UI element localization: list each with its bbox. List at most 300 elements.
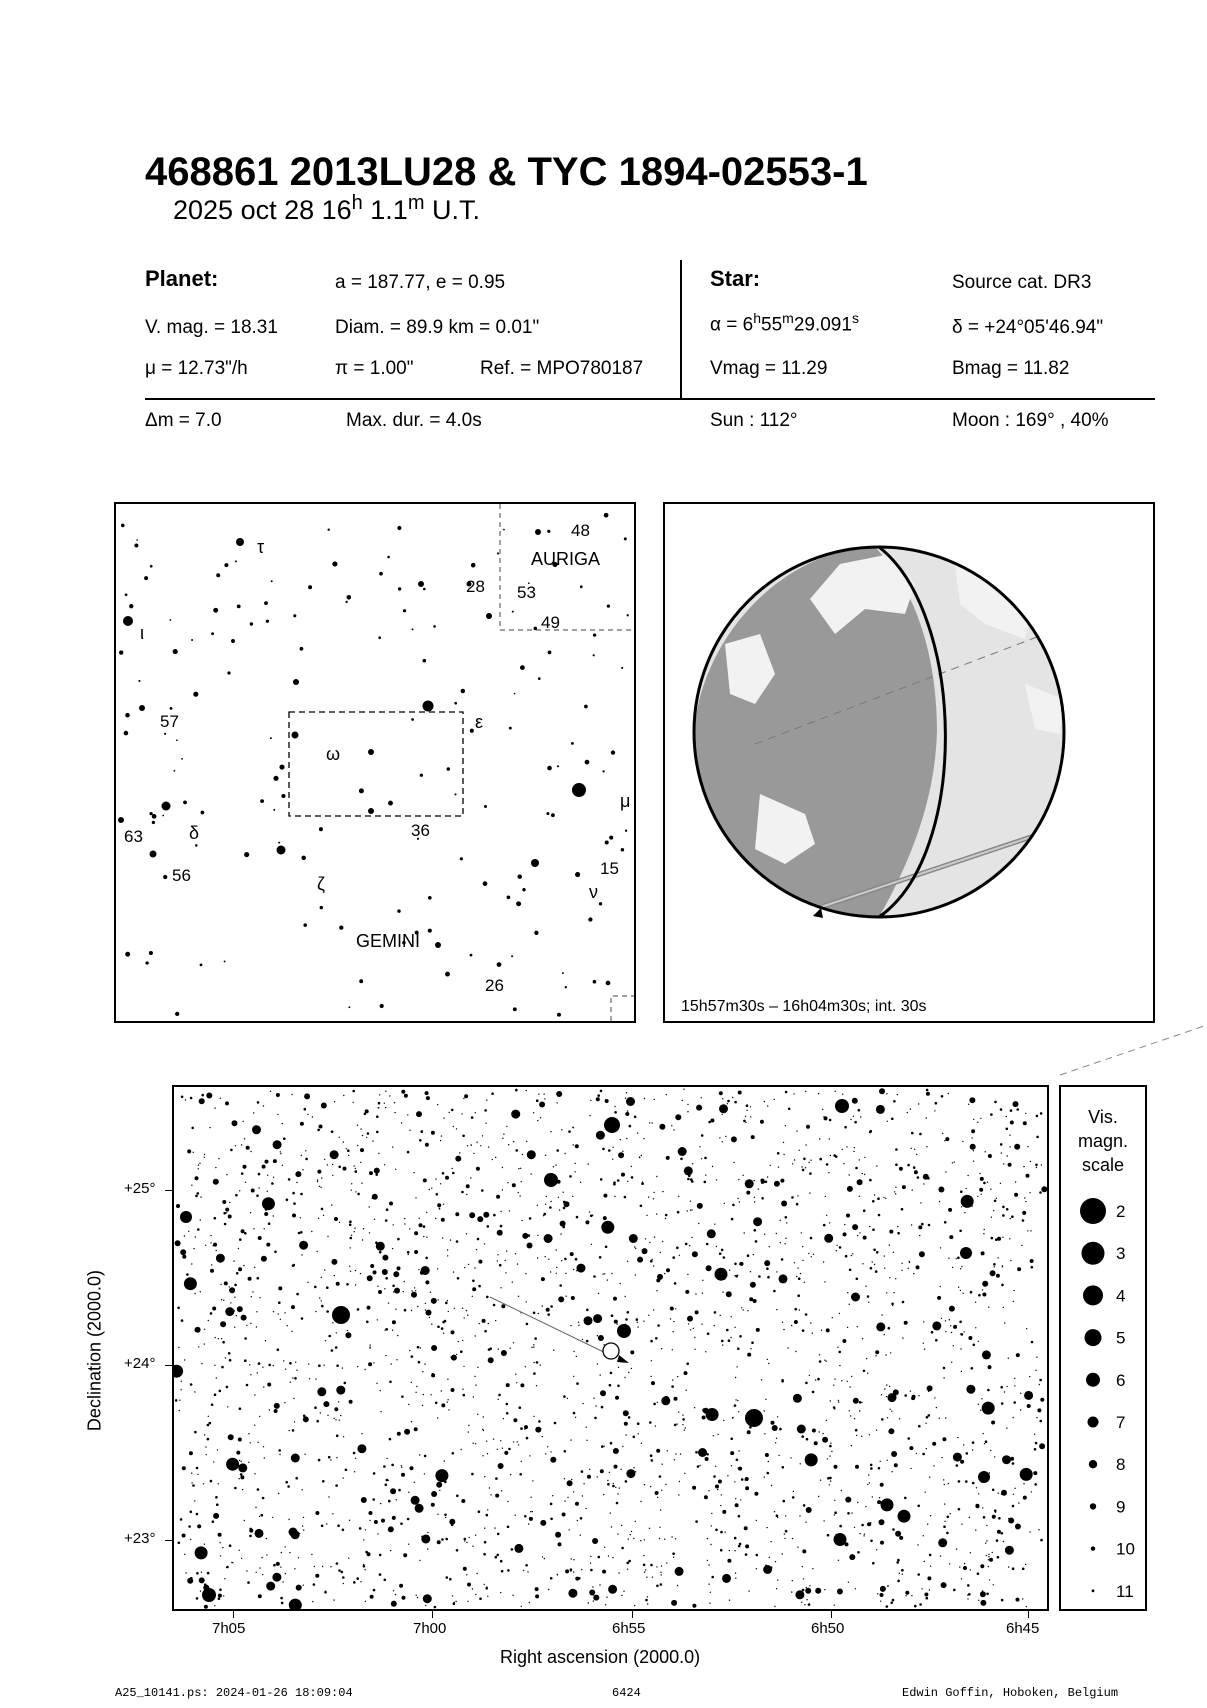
field-star: [1034, 1434, 1035, 1435]
field-star: [441, 1390, 442, 1391]
field-star: [810, 1160, 811, 1161]
field-star: [556, 1267, 557, 1268]
field-star: [910, 1108, 911, 1109]
field-star: [321, 1305, 324, 1308]
field-star: [863, 1209, 866, 1212]
field-star: [1006, 1386, 1007, 1387]
field-star: [637, 1257, 643, 1263]
shadow-direction-arrow: [813, 908, 823, 918]
constellation-star: [118, 817, 124, 823]
field-star: [194, 1431, 197, 1434]
field-star: [394, 1112, 395, 1113]
field-star: [195, 1195, 198, 1198]
field-star: [967, 1175, 968, 1176]
field-star: [672, 1349, 673, 1350]
field-star: [547, 1313, 550, 1316]
field-star: [385, 1483, 388, 1486]
field-star: [1036, 1417, 1037, 1418]
field-star: [947, 1516, 950, 1519]
field-star: [735, 1399, 736, 1400]
field-star: [605, 1099, 609, 1103]
field-star: [738, 1515, 741, 1518]
field-star: [208, 1416, 209, 1417]
field-star: [670, 1318, 671, 1319]
field-star: [496, 1554, 499, 1557]
field-star: [593, 1275, 596, 1278]
field-star: [692, 1163, 693, 1164]
field-star: [634, 1246, 635, 1247]
field-star: [514, 1544, 523, 1553]
field-star: [416, 1111, 422, 1117]
field-star: [550, 1131, 551, 1132]
field-star: [376, 1242, 385, 1251]
field-star: [736, 1366, 737, 1367]
field-star: [746, 1110, 747, 1111]
field-star: [886, 1396, 887, 1397]
field-star: [621, 1595, 622, 1596]
field-star: [676, 1423, 677, 1424]
field-star: [633, 1467, 634, 1468]
field-star: [943, 1367, 946, 1370]
field-star: [716, 1246, 717, 1247]
field-star: [655, 1491, 659, 1495]
field-star: [349, 1223, 352, 1226]
constellation-star: [387, 556, 390, 559]
field-star: [732, 1417, 733, 1418]
field-star: [687, 1274, 688, 1275]
field-star: [628, 1560, 631, 1563]
field-star: [536, 1099, 539, 1102]
field-star: [214, 1365, 215, 1366]
field-star: [435, 1218, 436, 1219]
field-star: [680, 1453, 681, 1454]
field-star: [181, 1319, 184, 1322]
field-star: [426, 1310, 432, 1316]
field-star: [550, 1518, 553, 1521]
field-star: [887, 1121, 888, 1122]
field-star: [411, 1290, 412, 1291]
star-bmag: Bmag = 11.82: [952, 358, 1070, 379]
field-star: [834, 1500, 835, 1501]
field-star: [896, 1561, 899, 1564]
field-star: [354, 1228, 355, 1229]
field-star: [484, 1330, 487, 1333]
field-star: [891, 1471, 892, 1472]
field-star: [949, 1563, 950, 1564]
field-star: [540, 1520, 546, 1526]
field-star: [335, 1419, 336, 1420]
field-star: [525, 1273, 526, 1274]
field-star: [263, 1386, 264, 1387]
field-star: [484, 1476, 485, 1477]
field-star: [707, 1560, 708, 1561]
field-star: [806, 1587, 807, 1588]
constellation-star: [547, 766, 552, 771]
field-star: [995, 1238, 998, 1241]
field-star: [993, 1263, 996, 1266]
field-star: [1029, 1376, 1030, 1377]
field-star: [430, 1292, 431, 1293]
field-star: [812, 1391, 815, 1394]
field-star: [887, 1460, 888, 1461]
field-star: [530, 1173, 531, 1174]
field-star: [685, 1243, 688, 1246]
field-star: [218, 1338, 219, 1339]
field-star: [984, 1229, 985, 1230]
field-star: [455, 1156, 461, 1162]
field-star: [653, 1198, 654, 1199]
field-star: [487, 1225, 490, 1228]
field-star: [874, 1264, 875, 1265]
field-star: [256, 1194, 259, 1197]
field-star: [764, 1476, 765, 1477]
field-star: [510, 1474, 511, 1475]
field-star: [388, 1302, 389, 1303]
magnitude-scale-dot: [1089, 1460, 1097, 1468]
field-star: [190, 1383, 193, 1386]
field-star: [787, 1347, 788, 1348]
field-star: [404, 1281, 405, 1282]
field-star: [1015, 1524, 1021, 1530]
field-star: [916, 1453, 917, 1454]
field-star: [707, 1229, 716, 1238]
field-star: [1002, 1455, 1011, 1464]
field-star: [544, 1098, 545, 1099]
field-star: [393, 1291, 394, 1292]
field-star: [392, 1285, 395, 1288]
constellation-star: [164, 733, 166, 735]
field-star: [847, 1292, 848, 1293]
field-star: [226, 1212, 227, 1213]
field-star: [437, 1540, 441, 1544]
field-star: [880, 1586, 886, 1592]
field-star: [264, 1212, 268, 1216]
field-star: [556, 1149, 559, 1152]
field-star: [557, 1574, 558, 1575]
field-star: [605, 1604, 606, 1605]
field-star: [423, 1178, 427, 1182]
field-star: [659, 1538, 660, 1539]
field-star: [585, 1220, 589, 1224]
field-star: [776, 1514, 779, 1517]
field-star: [991, 1217, 992, 1218]
constellation-star: [471, 563, 476, 568]
field-star: [824, 1360, 825, 1361]
field-star: [345, 1469, 348, 1472]
field-star: [414, 1287, 415, 1288]
field-star: [763, 1565, 772, 1574]
field-star: [493, 1438, 494, 1439]
field-star: [625, 1112, 629, 1116]
field-star: [417, 1306, 418, 1307]
field-star: [518, 1296, 519, 1297]
field-star: [880, 1461, 881, 1462]
field-star: [274, 1409, 278, 1413]
field-star: [716, 1179, 717, 1180]
field-star: [184, 1235, 185, 1236]
field-star: [344, 1382, 347, 1385]
field-star: [1005, 1546, 1014, 1555]
field-star: [515, 1253, 516, 1254]
field-star: [783, 1329, 784, 1330]
field-star: [273, 1140, 282, 1149]
field-star: [521, 1181, 522, 1182]
field-star: [921, 1223, 924, 1226]
field-star: [578, 1325, 579, 1326]
field-star: [781, 1258, 784, 1261]
field-star: [594, 1417, 597, 1420]
field-star: [299, 1241, 308, 1250]
field-star: [776, 1233, 777, 1234]
field-star: [735, 1578, 736, 1579]
field-star: [292, 1264, 295, 1267]
field-star: [784, 1243, 785, 1244]
field-star: [482, 1319, 486, 1323]
planet-diameter: Diam. = 89.9 km = 0.01": [335, 317, 540, 338]
field-star: [315, 1511, 319, 1515]
field-star: [349, 1400, 353, 1404]
field-star: [384, 1103, 385, 1104]
field-star: [993, 1584, 994, 1585]
field-star: [917, 1573, 920, 1576]
field-star: [792, 1538, 793, 1539]
field-star: [600, 1390, 606, 1396]
field-star: [426, 1096, 430, 1100]
x-tick-label: 6h50: [811, 1620, 845, 1637]
field-star: [795, 1590, 804, 1599]
constellation-star: [403, 609, 406, 612]
field-star: [689, 1245, 690, 1246]
field-star: [489, 1347, 492, 1350]
field-star: [360, 1581, 361, 1582]
field-star: [855, 1429, 858, 1432]
field-star: [385, 1219, 388, 1222]
field-star: [364, 1369, 365, 1370]
field-star: [381, 1519, 385, 1523]
field-star: [870, 1467, 873, 1470]
field-star: [423, 1394, 424, 1395]
field-star: [195, 1176, 199, 1180]
field-star: [877, 1197, 880, 1200]
field-star: [190, 1097, 193, 1100]
field-star: [262, 1367, 263, 1368]
field-star: [238, 1438, 242, 1442]
field-star: [455, 1212, 459, 1216]
constellation-star: [454, 793, 456, 795]
field-star: [1009, 1146, 1010, 1147]
field-star: [682, 1418, 685, 1421]
field-star: [339, 1137, 340, 1138]
field-star: [884, 1388, 885, 1389]
field-star: [738, 1179, 739, 1180]
field-star: [369, 1511, 373, 1515]
field-star: [672, 1331, 673, 1332]
field-star: [343, 1583, 344, 1584]
magnitude-scale-dot: [1080, 1198, 1106, 1224]
field-star: [322, 1566, 323, 1567]
field-star: [706, 1408, 719, 1421]
field-star: [533, 1416, 534, 1417]
field-star: [625, 1296, 626, 1297]
field-star: [382, 1255, 388, 1261]
field-star: [880, 1593, 884, 1597]
field-star: [342, 1529, 345, 1532]
field-star: [520, 1168, 521, 1169]
field-star: [802, 1566, 803, 1567]
field-star: [531, 1347, 532, 1348]
field-star: [278, 1313, 279, 1314]
field-star: [277, 1348, 280, 1351]
field-star: [822, 1437, 828, 1443]
constellation-star: [170, 707, 173, 710]
field-star: [930, 1566, 931, 1567]
field-star: [914, 1605, 917, 1608]
field-star: [859, 1159, 860, 1160]
field-star: [944, 1503, 945, 1504]
field-star: [927, 1524, 928, 1525]
field-star: [852, 1098, 858, 1104]
field-star: [626, 1138, 627, 1139]
constellation-star: [531, 859, 539, 867]
field-star: [326, 1310, 329, 1313]
field-star: [961, 1371, 962, 1372]
field-star: [191, 1473, 192, 1474]
field-star: [793, 1491, 794, 1492]
field-star: [437, 1514, 438, 1515]
field-star: [550, 1201, 551, 1202]
field-star: [578, 1322, 579, 1323]
field-star: [923, 1535, 924, 1536]
field-star: [653, 1192, 654, 1193]
field-star: [462, 1389, 463, 1390]
field-star: [662, 1191, 663, 1192]
field-star: [477, 1414, 478, 1415]
field-star: [754, 1201, 755, 1202]
field-star: [978, 1600, 979, 1601]
field-star: [667, 1450, 668, 1451]
field-star: [451, 1355, 457, 1361]
field-star: [192, 1484, 195, 1487]
field-star: [314, 1566, 315, 1567]
field-star: [609, 1472, 610, 1473]
field-star: [792, 1496, 795, 1499]
field-star: [684, 1430, 685, 1431]
field-star: [672, 1379, 673, 1380]
constellation-star: [514, 693, 516, 695]
field-star: [800, 1273, 801, 1274]
field-star: [753, 1299, 757, 1303]
constellation-star: [250, 622, 253, 625]
field-star: [745, 1122, 746, 1123]
constellation-star: [273, 776, 278, 781]
field-star: [634, 1605, 635, 1606]
field-star: [965, 1188, 966, 1189]
field-star: [613, 1181, 616, 1184]
field-star: [282, 1165, 283, 1166]
field-star: [464, 1538, 467, 1541]
x-tick-label: 7h05: [212, 1620, 246, 1637]
field-star: [537, 1120, 538, 1121]
field-star: [348, 1155, 349, 1156]
field-star: [209, 1422, 212, 1425]
field-star: [357, 1308, 360, 1311]
field-star: [238, 1248, 239, 1249]
x-tick-mark: [831, 1610, 832, 1618]
field-star: [498, 1463, 504, 1469]
field-star: [945, 1331, 946, 1332]
field-star: [867, 1523, 870, 1526]
constellation-star: [201, 811, 205, 815]
field-star: [572, 1127, 573, 1128]
constellation-star: [183, 801, 187, 805]
field-star: [445, 1176, 449, 1180]
field-star: [969, 1097, 975, 1103]
field-star: [215, 1496, 218, 1499]
field-star: [415, 1504, 424, 1513]
field-star: [590, 1569, 593, 1572]
field-star: [679, 1481, 680, 1482]
field-star: [873, 1249, 876, 1252]
field-star: [441, 1538, 444, 1541]
field-star: [221, 1366, 224, 1369]
field-star: [848, 1582, 849, 1583]
field-star: [945, 1417, 946, 1418]
magnitude-scale-label: 5: [1116, 1328, 1126, 1348]
field-star: [250, 1442, 251, 1443]
field-star: [897, 1094, 898, 1095]
field-star: [468, 1425, 469, 1426]
field-star: [640, 1501, 641, 1502]
field-star: [598, 1335, 604, 1341]
field-star: [864, 1534, 865, 1535]
field-star: [567, 1398, 568, 1399]
field-star: [778, 1455, 779, 1456]
constellation-star: [200, 964, 203, 967]
star-chart-canvas: [174, 1087, 1047, 1609]
field-star: [199, 1098, 205, 1104]
field-star: [376, 1383, 377, 1384]
field-star: [232, 1120, 238, 1126]
field-star: [1029, 1531, 1030, 1532]
field-star: [621, 1525, 622, 1526]
field-star: [453, 1126, 454, 1127]
field-star: [205, 1245, 206, 1246]
field-star: [719, 1091, 723, 1095]
field-star: [501, 1570, 504, 1573]
field-star: [304, 1108, 307, 1111]
field-star: [660, 1509, 661, 1510]
field-star: [401, 1473, 405, 1477]
field-star: [826, 1361, 827, 1362]
field-star: [1040, 1539, 1043, 1542]
field-star: [512, 1183, 516, 1187]
field-star: [876, 1251, 879, 1254]
field-star: [650, 1340, 653, 1343]
field-star: [922, 1453, 925, 1456]
field-star: [540, 1117, 541, 1118]
field-star: [645, 1569, 646, 1570]
field-star: [585, 1318, 586, 1319]
field-star: [608, 1585, 617, 1594]
field-star: [202, 1588, 216, 1602]
field-star: [998, 1517, 1001, 1520]
constellation-star: [125, 713, 130, 718]
field-star: [971, 1392, 972, 1393]
field-star: [870, 1267, 873, 1270]
field-star: [708, 1121, 711, 1124]
field-star: [948, 1093, 949, 1094]
field-star: [705, 1351, 706, 1352]
